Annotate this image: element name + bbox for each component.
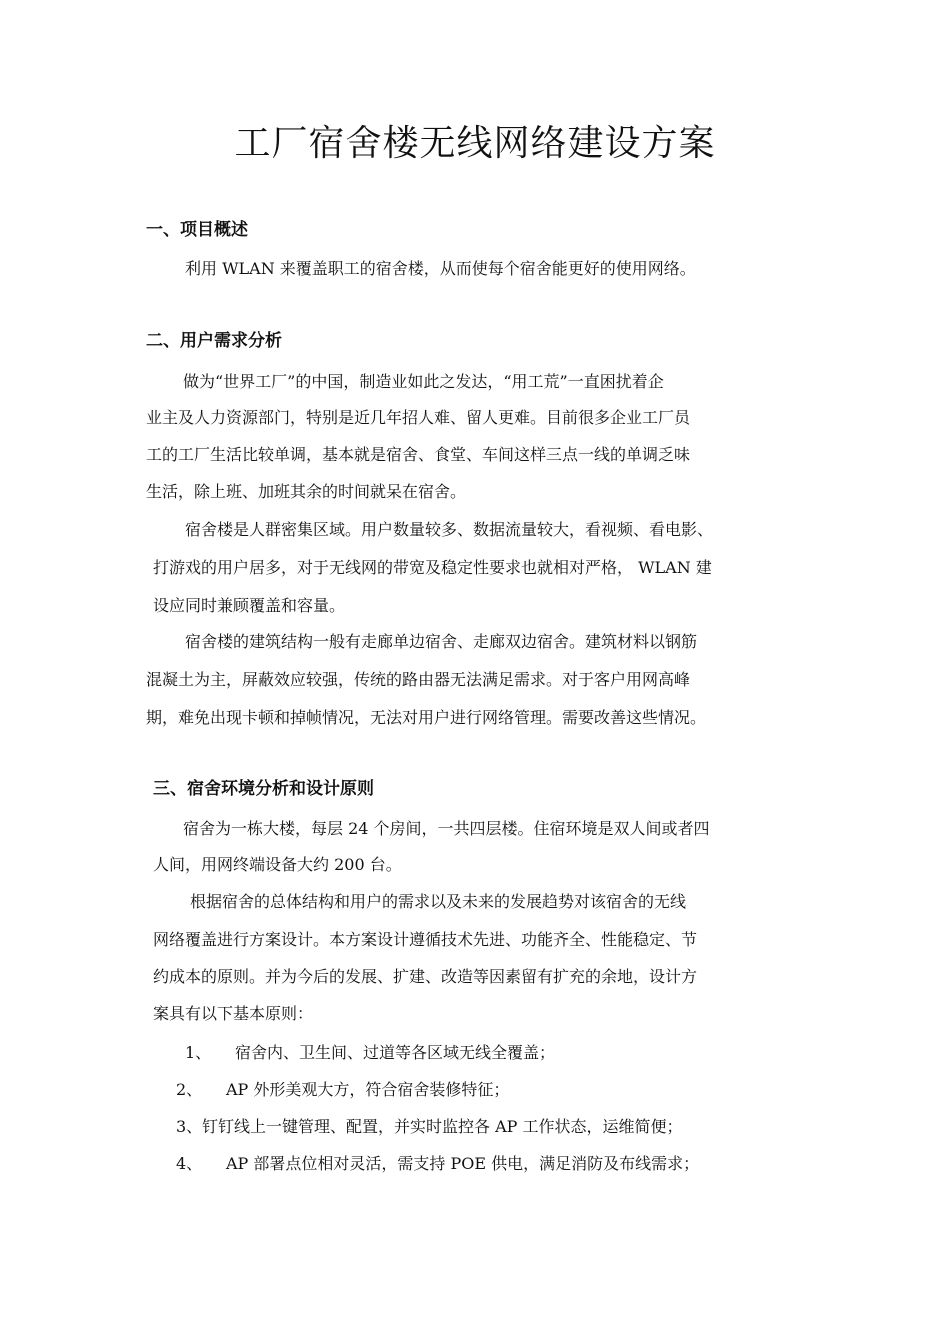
list-item <box>185 1040 555 1066</box>
paragraph-line: 工的工厂生活比较单调，基本就是宿舍、食堂、车间这样三点一线的单调乏味 <box>146 445 691 464</box>
paragraph-line: 利用 WLAN 来覆盖职工的宿舍楼，从而使每个宿舍能更好的使用网络。 <box>185 259 696 278</box>
paragraph-line: 约成本的原则。并为今后的发展、扩建、改造等因素留有扩充的余地，设计方 <box>153 967 698 986</box>
section-heading-environment: 三、宿舍环境分析和设计原则 <box>153 779 374 799</box>
list-item-number: 1、 <box>185 1043 212 1062</box>
list-item <box>176 1077 509 1103</box>
paragraph-line: 宿舍楼是人群密集区域。用户数量较多、数据流量较大，看视频、看电影、 <box>185 520 714 539</box>
list-item-number: 4、 <box>176 1154 203 1173</box>
list-item-text: 钉钉线上一键管理、配置，并实时监控各 AP 工作状态，运维简便； <box>202 1117 683 1136</box>
paragraph-line: 打游戏的用户居多，对于无线网的带宽及稳定性要求也就相对严格， WLAN 建 <box>153 558 712 577</box>
paragraph-line: 宿舍楼的建筑结构一般有走廊单边宿舍、走廊双边宿舍。建筑材料以钢筋 <box>185 632 698 651</box>
section-heading-overview: 一、项目概述 <box>146 220 248 240</box>
list-item <box>176 1114 683 1140</box>
section-heading-requirements: 二、用户需求分析 <box>146 331 282 351</box>
paragraph-line: 做为“世界工厂”的中国，制造业如此之发达，“用工荒”一直困扰着企 <box>183 372 664 391</box>
paragraph-line: 根据宿舍的总体结构和用户的需求以及未来的发展趋势对该宿舍的无线 <box>190 892 687 911</box>
paragraph-line: 网络覆盖进行方案设计。本方案设计遵循技术先进、功能齐全、性能稳定、节 <box>153 930 698 949</box>
paragraph-line: 期，难免出现卡顿和掉帧情况，无法对用户进行网络管理。需要改善这些情况。 <box>146 708 707 727</box>
paragraph-line: 业主及人力资源部门，特别是近几年招人难、留人更难。目前很多企业工厂员 <box>146 408 691 427</box>
paragraph-line: 案具有以下基本原则： <box>153 1004 314 1023</box>
paragraph-line: 人间，用网终端设备大约 200 台。 <box>153 855 402 874</box>
paragraph-line: 混凝土为主，屏蔽效应较强，传统的路由器无法满足需求。对于客户用网高峰 <box>146 670 691 689</box>
list-item-text: AP 部署点位相对灵活，需支持 POE 供电，满足消防及布线需求； <box>226 1154 700 1173</box>
paragraph-line: 生活，除上班、加班其余的时间就呆在宿舍。 <box>146 482 467 501</box>
list-item <box>176 1151 699 1177</box>
list-item-number: 2、 <box>176 1080 203 1099</box>
list-item-text: 宿舍内、卫生间、过道等各区域无线全覆盖； <box>235 1043 556 1062</box>
document-title: 工厂宿舍楼无线网络建设方案 <box>234 123 716 164</box>
list-item-text: AP 外形美观大方，符合宿舍装修特征； <box>226 1080 510 1099</box>
list-item-number: 3、 <box>176 1117 203 1136</box>
paragraph-line: 设应同时兼顾覆盖和容量。 <box>153 596 346 615</box>
paragraph-line: 宿舍为一栋大楼，每层 24 个房间，一共四层楼。住宿环境是双人间或者四 <box>183 819 710 838</box>
